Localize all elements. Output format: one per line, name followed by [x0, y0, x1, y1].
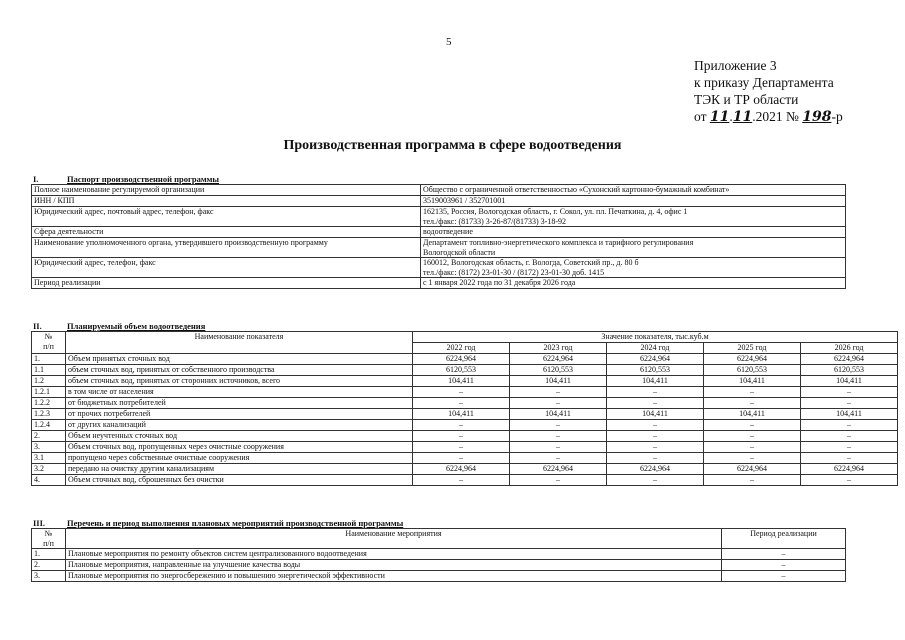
- volume-row: [32, 475, 898, 486]
- row-number: 3.1: [32, 453, 66, 464]
- row-number: 1.2: [32, 376, 66, 387]
- passport-value: [421, 258, 846, 278]
- row-value: –: [704, 420, 801, 431]
- row-number: 1.2.4: [32, 420, 66, 431]
- row-value: 6120,553: [413, 365, 510, 376]
- year-header: 2025 год: [704, 343, 801, 354]
- row-indicator-name: от других канализаций: [66, 420, 413, 431]
- row-value: –: [801, 387, 898, 398]
- appendix-line-2: к приказу Департамента: [694, 75, 834, 90]
- passport-value-line: Общество с ограниченной ответственностью «Сухонский картонно-бумажный комбинат»: [423, 185, 730, 194]
- passport-row: [32, 238, 846, 258]
- section-2-title: Планируемый объем водоотведения: [67, 321, 206, 331]
- row-value: 6224,964: [801, 354, 898, 365]
- passport-row: [32, 278, 846, 289]
- activity-period: –: [722, 549, 846, 560]
- row-value: 6120,553: [510, 365, 607, 376]
- passport-label: Сфера деятельности: [32, 227, 421, 238]
- passport-value-line: 162135, Россия, Вологодская область, г. Сокол, ул. пл. Печаткина, д. 4, офис 1: [423, 207, 688, 216]
- row-value: –: [510, 442, 607, 453]
- column-header-number: [32, 332, 66, 354]
- row-value: –: [607, 387, 704, 398]
- row-value: –: [704, 442, 801, 453]
- row-indicator-name: передано на очистку другим канализациям: [66, 464, 413, 475]
- row-value: 6224,964: [413, 464, 510, 475]
- row-number: 1.1: [32, 365, 66, 376]
- activity-name: Плановые мероприятия по ремонту объектов систем централизованного водоотведения: [66, 549, 722, 560]
- passport-value-line: 3519003961 / 352701001: [423, 196, 506, 205]
- year-header: 2024 год: [607, 343, 704, 354]
- row-indicator-name: Объем принятых сточных вод: [66, 354, 413, 365]
- activities-column-period: Период реализации: [722, 529, 846, 549]
- date-prefix: от: [694, 109, 707, 124]
- row-number: 1.2.2: [32, 398, 66, 409]
- passport-label: Период реализации: [32, 278, 421, 289]
- row-indicator-name: Объем неучтенных сточных вод: [66, 431, 413, 442]
- passport-row: [32, 227, 846, 238]
- row-value: –: [704, 453, 801, 464]
- row-value: 6224,964: [607, 464, 704, 475]
- row-indicator-name: от бюджетных потребителей: [66, 398, 413, 409]
- volume-row: [32, 376, 898, 387]
- passport-row: [32, 258, 846, 278]
- activities-column-number-line-1: №: [44, 529, 53, 538]
- section-2-heading: [33, 321, 205, 331]
- row-indicator-name: в том числе от населения: [66, 387, 413, 398]
- activity-period: –: [722, 571, 846, 582]
- row-value: –: [413, 475, 510, 486]
- volume-row: [32, 354, 898, 365]
- row-number: 4.: [32, 475, 66, 486]
- volume-row: [32, 431, 898, 442]
- row-value: 104,411: [801, 409, 898, 420]
- row-value: –: [801, 398, 898, 409]
- column-header-number-line-1: №: [44, 332, 53, 341]
- activities-table: [31, 528, 846, 582]
- volume-row: [32, 387, 898, 398]
- activities-table-header-row: [32, 529, 846, 549]
- row-value: –: [510, 398, 607, 409]
- row-value: –: [413, 453, 510, 464]
- row-value: –: [510, 387, 607, 398]
- row-number: 3.: [32, 442, 66, 453]
- order-number: 198: [802, 109, 832, 125]
- row-indicator-name: объем сточных вод, принятых от собственного производства: [66, 365, 413, 376]
- row-value: –: [607, 420, 704, 431]
- activities-column-name: Наименование мероприятия: [66, 529, 722, 549]
- section-1-number: I.: [33, 174, 39, 184]
- section-1-heading: [33, 174, 219, 184]
- year-header: 2026 год: [801, 343, 898, 354]
- row-indicator-name: от прочих потребителей: [66, 409, 413, 420]
- row-value: 6224,964: [801, 464, 898, 475]
- row-value: –: [801, 453, 898, 464]
- passport-value-line: Вологодской области: [423, 247, 496, 257]
- column-header-number-line-2: п/п: [43, 341, 54, 351]
- passport-value: [421, 238, 846, 258]
- row-number: 2.: [32, 431, 66, 442]
- row-value: 6224,964: [704, 464, 801, 475]
- row-value: 104,411: [704, 376, 801, 387]
- passport-value: [421, 227, 846, 238]
- appendix-line-1: Приложение 3: [694, 58, 777, 73]
- activity-row: [32, 560, 846, 571]
- section-2-number: II.: [33, 321, 42, 331]
- passport-value-line: тел./факс: (8172) 23-01-30 / (8172) 23-01-30 доб. 1415: [423, 267, 605, 277]
- passport-value-line: Департамент топливно-энергетического комплекса и тарифного регулирования: [423, 238, 694, 247]
- row-value: –: [801, 475, 898, 486]
- row-value: –: [801, 442, 898, 453]
- volume-row: [32, 365, 898, 376]
- row-value: –: [801, 420, 898, 431]
- passport-value: [421, 207, 846, 227]
- row-number: 3.2: [32, 464, 66, 475]
- volume-table-header-row: [32, 332, 898, 343]
- row-value: –: [607, 453, 704, 464]
- activity-row: [32, 571, 846, 582]
- appendix-date-line: от 11.11.2021 № 198-р: [694, 109, 843, 125]
- row-value: 6224,964: [704, 354, 801, 365]
- row-value: –: [510, 475, 607, 486]
- volume-row: [32, 420, 898, 431]
- row-indicator-name: Объем сточных вод, сброшенных без очистки: [66, 475, 413, 486]
- row-value: –: [510, 431, 607, 442]
- activity-number: 1.: [32, 549, 66, 560]
- row-value: 104,411: [510, 409, 607, 420]
- row-value: –: [510, 420, 607, 431]
- passport-value-line: тел./факс: (81733) 3-26-87/(81733) 3-18-92: [423, 216, 566, 226]
- activity-number: 3.: [32, 571, 66, 582]
- row-value: –: [510, 453, 607, 464]
- row-value: 104,411: [704, 409, 801, 420]
- appendix-block: [694, 57, 843, 126]
- passport-label: ИНН / КПП: [32, 196, 421, 207]
- date-year: .2021 №: [752, 109, 799, 124]
- volume-table: [31, 331, 898, 486]
- row-value: 104,411: [413, 409, 510, 420]
- row-value: 6224,964: [607, 354, 704, 365]
- row-value: 6120,553: [801, 365, 898, 376]
- page-number: 5: [446, 36, 452, 48]
- row-value: –: [801, 431, 898, 442]
- row-number: 1.2.3: [32, 409, 66, 420]
- row-value: –: [704, 431, 801, 442]
- volume-row: [32, 442, 898, 453]
- section-1-title: Паспорт производственной программы: [67, 174, 220, 184]
- passport-value: [421, 278, 846, 289]
- row-value: 104,411: [510, 376, 607, 387]
- passport-value: [421, 196, 846, 207]
- passport-row: [32, 196, 846, 207]
- column-header-value: Значение показателя, тыс.куб.м: [413, 332, 898, 343]
- passport-table: [31, 184, 846, 289]
- row-value: –: [607, 442, 704, 453]
- row-value: –: [413, 420, 510, 431]
- date-day: 11: [709, 109, 730, 125]
- activity-number: 2.: [32, 560, 66, 571]
- passport-value: [421, 185, 846, 196]
- row-number: 1.: [32, 354, 66, 365]
- volume-row: [32, 409, 898, 420]
- volume-row: [32, 398, 898, 409]
- row-value: –: [607, 431, 704, 442]
- passport-row: [32, 185, 846, 196]
- row-value: 6120,553: [704, 365, 801, 376]
- row-value: 6224,964: [510, 464, 607, 475]
- column-header-indicator: Наименование показателя: [66, 332, 413, 354]
- document-title: Производственная программа в сфере водоотведения: [283, 138, 622, 153]
- appendix-line-3: ТЭК и ТР области: [694, 92, 799, 107]
- activities-column-number-line-2: п/п: [43, 538, 54, 548]
- row-number: 1.2.1: [32, 387, 66, 398]
- section-3-number: III.: [33, 518, 46, 528]
- row-value: 104,411: [607, 376, 704, 387]
- row-value: 104,411: [413, 376, 510, 387]
- activity-row: [32, 549, 846, 560]
- passport-label: Полное наименование регулируемой организации: [32, 185, 421, 196]
- row-value: –: [704, 475, 801, 486]
- date-month: 11: [732, 109, 753, 125]
- activity-period: –: [722, 560, 846, 571]
- row-value: –: [704, 387, 801, 398]
- row-value: –: [607, 475, 704, 486]
- row-value: 6224,964: [413, 354, 510, 365]
- row-value: –: [413, 431, 510, 442]
- row-value: 104,411: [607, 409, 704, 420]
- passport-value-line: водоотведение: [423, 227, 473, 236]
- passport-value-line: с 1 января 2022 года по 31 декабря 2026 года: [423, 278, 576, 287]
- passport-label: Наименование уполномоченного органа, утвердившего производственную программу: [32, 238, 421, 258]
- row-value: –: [413, 387, 510, 398]
- activity-name: Плановые мероприятия, направленные на улучшение качества воды: [66, 560, 722, 571]
- row-value: –: [413, 398, 510, 409]
- section-3-title: Перечень и период выполнения плановых мероприятий производственной программы: [67, 518, 404, 528]
- activity-name: Плановые мероприятия по энергосбережению и повышению энергетической эффективности: [66, 571, 722, 582]
- row-value: –: [413, 442, 510, 453]
- volume-row: [32, 464, 898, 475]
- row-indicator-name: пропущено через собственные очистные сооружения: [66, 453, 413, 464]
- passport-row: [32, 207, 846, 227]
- order-suffix: -р: [831, 109, 843, 124]
- row-value: –: [704, 398, 801, 409]
- passport-label: Юридический адрес, почтовый адрес, телефон, факс: [32, 207, 421, 227]
- section-3-heading: [33, 518, 403, 528]
- volume-row: [32, 453, 898, 464]
- passport-label: Юридический адрес, телефон, факс: [32, 258, 421, 278]
- passport-value-line: 160012, Вологодская область, г. Вологда, Советский пр., д. 80 б: [423, 258, 639, 267]
- row-value: 6120,553: [607, 365, 704, 376]
- year-header: 2023 год: [510, 343, 607, 354]
- row-value: 104,411: [801, 376, 898, 387]
- activities-column-number: [32, 529, 66, 549]
- row-value: 6224,964: [510, 354, 607, 365]
- row-value: –: [607, 398, 704, 409]
- row-indicator-name: Объем сточных вод, пропущенных через очистные сооружения: [66, 442, 413, 453]
- row-indicator-name: объем сточных вод, принятых от сторонних источников, всего: [66, 376, 413, 387]
- year-header: 2022 год: [413, 343, 510, 354]
